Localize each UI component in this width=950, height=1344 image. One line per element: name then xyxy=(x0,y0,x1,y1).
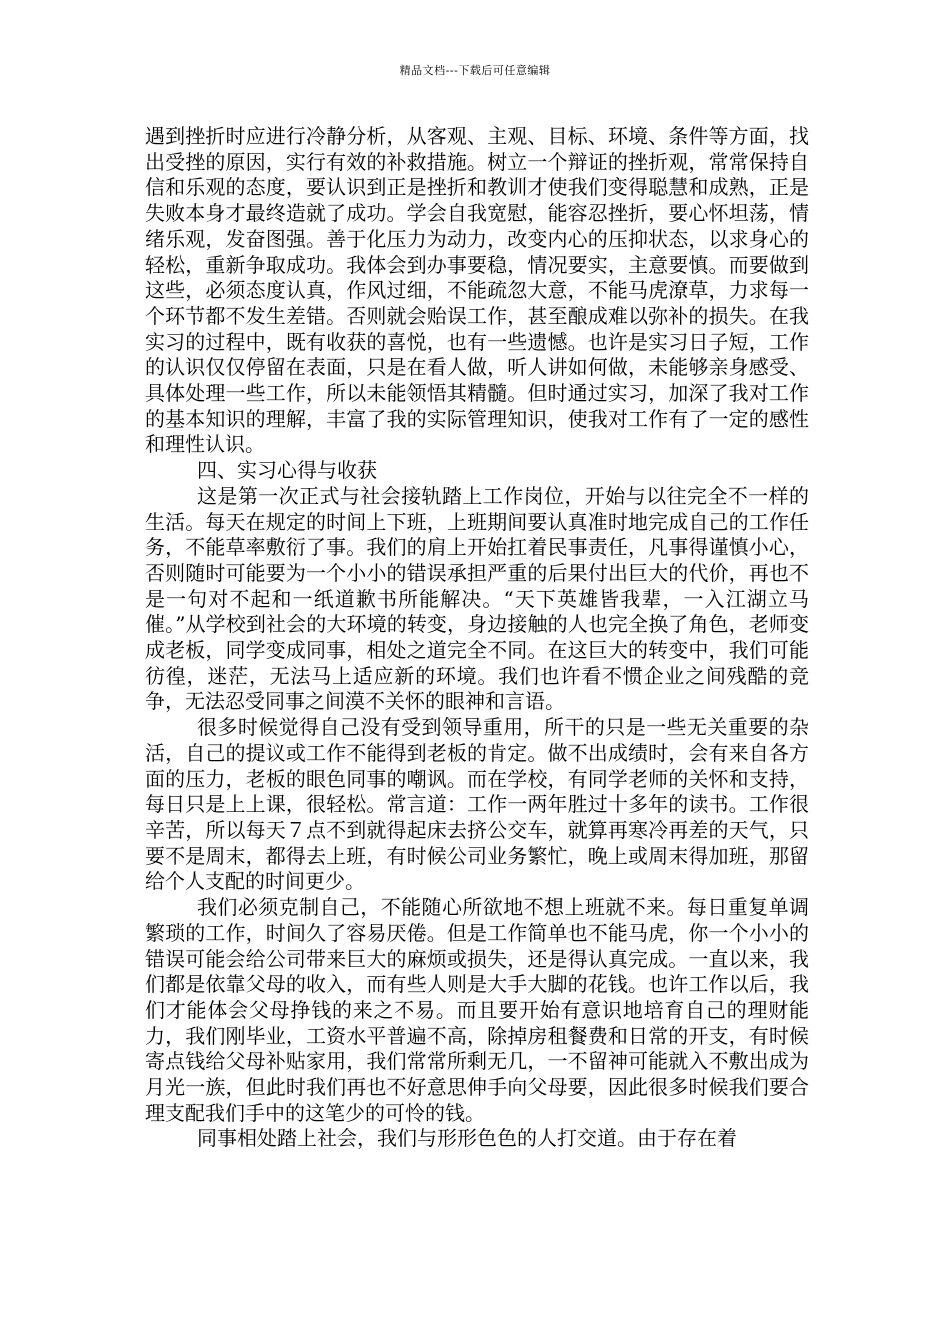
paragraph-1: 遇到挫折时应进行冷静分析，从客观、主观、目标、环境、条件等方面，找出受挫的原因，实行有效的补救措施。树立一个辩证的挫折观，常常保持自信和乐观的态度，要认识到正是挫折和教训才使我们变得聪慧和成熟，正是失败本身才最终造就了成功。学会自我宽慰，能容忍挫折，要心怀坦荡，情绪乐观，发奋图强。善于化压力为动力，改变内心的压抑状态，以求身心的轻松，重新争取成功。我体会到办事要稳，情况要实，主意要慎。而要做到这些，必须态度认真，作风过细，不能疏忽大意，不能马虎潦草，力求每一个环节都不发生差错。否则就会贻误工作，甚至酿成难以弥补的损失。在我实习的过程中，既有收获的喜悦，也有一些遗憾。也许是实习日子短，工作的认识仅仅停留在表面，只是在看人做，听人讲如何做，未能够亲身感受、具体处理一些工作，所以未能领悟其精髓。但时通过实习，加深了我对工作的基本知识的理解，丰富了我的实际管理知识，使我对工作有了一定的感性和理性认识。 xyxy=(145,124,809,457)
paragraph-2: 这是第一次正式与社会接轨踏上工作岗位，开始与以往完全不一样的生活。每天在规定的时间上下班，上班期间要认真准时地完成自己的工作任务，不能草率敷衍了事。我们的肩上开始扛着民事责任，凡事得谨慎小心，否则随时可能要为一个小小的错误承担严重的后果付出巨大的代价，再也不是一句对不起和一纸道歉书所能解决。“天下英雄皆我辈，一入江湖立马催。”从学校到社会的大环境的转变，身边接触的人也完全换了角色，老师变成老板，同学变成同事，相处之道完全不同。在这巨大的转变中，我们可能彷徨，迷茫，无法马上适应新的环境。我们也许看不惯企业之间残酷的竞争，无法忍受同事之间漠不关怀的眼神和言语。 xyxy=(145,483,809,714)
paragraph-4: 我们必须克制自己，不能随心所欲地不想上班就不来。每日重复单调繁琐的工作，时间久了容易厌倦。但是工作简单也不能马虎，你一个小小的错误可能会给公司带来巨大的麻烦或损失，还是得认真完成。一直以来，我们都是依靠父母的收入，而有些人则是大手大脚的花钱。也许工作以后，我们才能体会父母挣钱的来之不易。而且要开始有意识地培育自己的理财能力，我们刚毕业，工资水平普遍不高，除掉房租餐费和日常的开支，有时候寄点钱给父母补贴家用，我们常常所剩无几，一不留神可能就入不敷出成为月光一族，但此时我们再也不好意思伸手向父母要，因此很多时候我们要合理支配我们手中的这笔少的可怜的钱。 xyxy=(145,895,809,1125)
paragraph-3: 很多时候觉得自己没有受到领导重用，所干的只是一些无关重要的杂活，自己的提议或工作不能得到老板的肯定。做不出成绩时，会有来自各方面的压力，老板的眼色同事的嘲讽。而在学校，有同学老师的关怀和支持，每日只是上上课，很轻松。常言道：工作一两年胜过十多年的读书。工作很辛苦，所以每天７点不到就得起床去挤公交车，就算再寒冷再差的天气，只要不是周末，都得去上班，有时候公司业务繁忙，晚上或周末得加班，那留给个人支配的时间更少。 xyxy=(145,715,809,894)
section-heading: 四、实习心得与收获 xyxy=(197,458,377,483)
paragraph-5: 同事相处踏上社会，我们与形形色色的人打交道。由于存在着 xyxy=(197,1126,737,1151)
page-header: 精品文档---下载后可任意编辑 xyxy=(399,64,551,77)
document-body xyxy=(145,124,809,1152)
